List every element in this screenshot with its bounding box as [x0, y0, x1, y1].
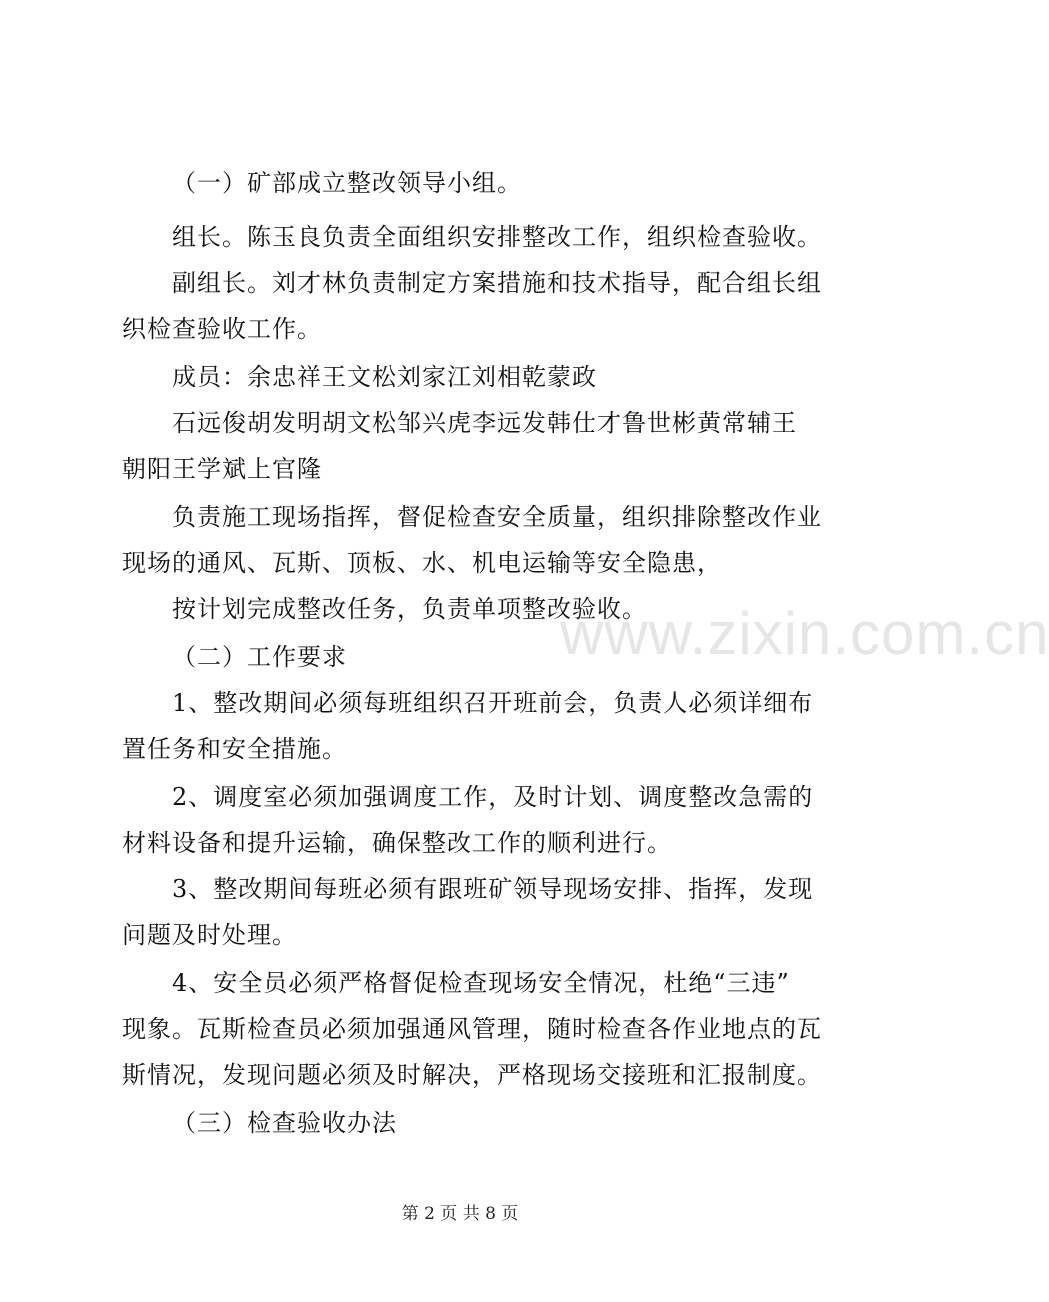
paragraph-line: 材料设备和提升运输，确保整改工作的顺利进行。 — [122, 829, 672, 857]
paragraph-line: 负责施工现场指挥，督促检查安全质量，组织排除整改作业 — [172, 503, 822, 531]
paragraph-line: 朝阳王学斌上官隆 — [122, 455, 322, 483]
paragraph-line: 现象。瓦斯检查员必须加强通风管理，随时检查各作业地点的瓦 — [122, 1015, 822, 1043]
paragraph-line: 2、调度室必须加强调度工作，及时计划、调度整改急需的 — [172, 783, 814, 811]
heading-section-3: （三）检查验收办法 — [172, 1109, 397, 1137]
paragraph-line: 按计划完成整改任务，负责单项整改验收。 — [172, 595, 647, 623]
paragraph-line: 斯情况，发现问题必须及时解决，严格现场交接班和汇报制度。 — [122, 1061, 822, 1089]
paragraph-line: 问题及时处理。 — [122, 921, 297, 949]
paragraph-line: 3、整改期间每班必须有跟班矿领导现场安排、指挥，发现 — [172, 875, 814, 903]
paragraph-line: 置任务和安全措施。 — [122, 735, 347, 763]
paragraph-line: 4、安全员必须严格督促检查现场安全情况，杜绝“三违” — [172, 969, 790, 997]
page-footer: 第 2 页 共 8 页 — [401, 1204, 519, 1224]
paragraph-line: 成员：余忠祥王文松刘家江刘相乾蒙政 — [172, 363, 597, 391]
heading-section-1: （一）矿部成立整改领导小组。 — [172, 169, 522, 197]
paragraph-line: 副组长。刘才林负责制定方案措施和技术指导，配合组长组 — [172, 269, 822, 297]
paragraph-line: 石远俊胡发明胡文松邹兴虎李远发韩仕才鲁世彬黄常辅王 — [172, 409, 797, 437]
watermark: www.zixin.com.cn — [560, 600, 1049, 667]
heading-section-2: （二）工作要求 — [172, 643, 347, 671]
paragraph-line: 现场的通风、瓦斯、顶板、水、机电运输等安全隐患， — [122, 549, 722, 577]
paragraph-line: 1、整改期间必须每班组织召开班前会，负责人必须详细布 — [172, 689, 814, 717]
paragraph-line: 织检查验收工作。 — [122, 315, 322, 343]
paragraph-line: 组长。陈玉良负责全面组织安排整改工作，组织检查验收。 — [172, 223, 822, 251]
